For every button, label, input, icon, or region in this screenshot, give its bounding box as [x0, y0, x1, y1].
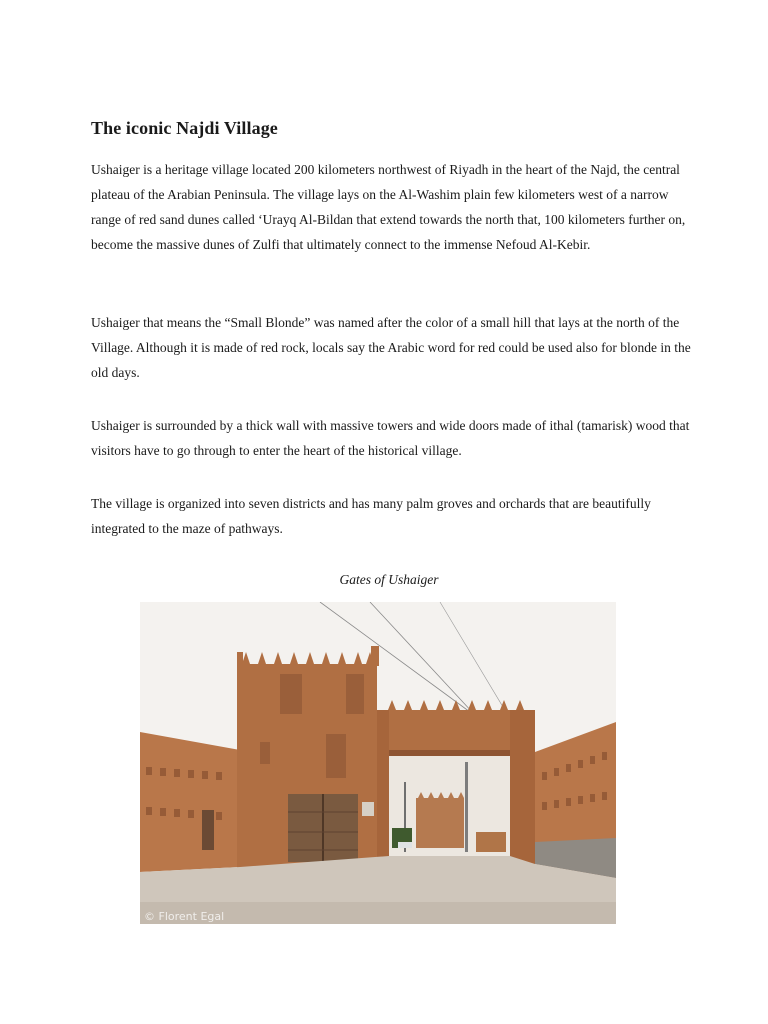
paragraph-walls: Ushaiger is surrounded by a thick wall with massive towers and wide doors made of ithal (tamarisk) wood that visitors have to go through to enter the heart of the historical village.	[91, 418, 690, 458]
paragraph-location: Ushaiger is a heritage village located 200 kilometers northwest of Riyadh in the heart of the Najd, the central plateau of the Arabian Peninsula. The village lays on the Al-Washim plain few kilometers west of a narrow range of red sand dunes called ‘Urayq Al-Bildan that extend towards the north that, 100 kilometers further on, become the massive dunes of Zulfi that ultimately connect to the immense Nefoud Al-Kebir.	[91, 162, 686, 252]
gates-photo	[140, 602, 616, 924]
page-title: The iconic Najdi Village	[91, 118, 278, 138]
figure-caption: Gates of Ushaiger	[339, 572, 439, 587]
paragraph-districts: The village is organized into seven districts and has many palm groves and orchards that are beautifully integrated to the maze of pathways.	[91, 496, 651, 536]
photo-watermark: © Florent Egal	[144, 910, 225, 923]
paragraph-name-meaning: Ushaiger that means the “Small Blonde” was named after the color of a small hill that lays at the north of the Village. Although it is made of red rock, locals say the Arabic word for red could be used also for blonde in the old days.	[91, 315, 691, 380]
